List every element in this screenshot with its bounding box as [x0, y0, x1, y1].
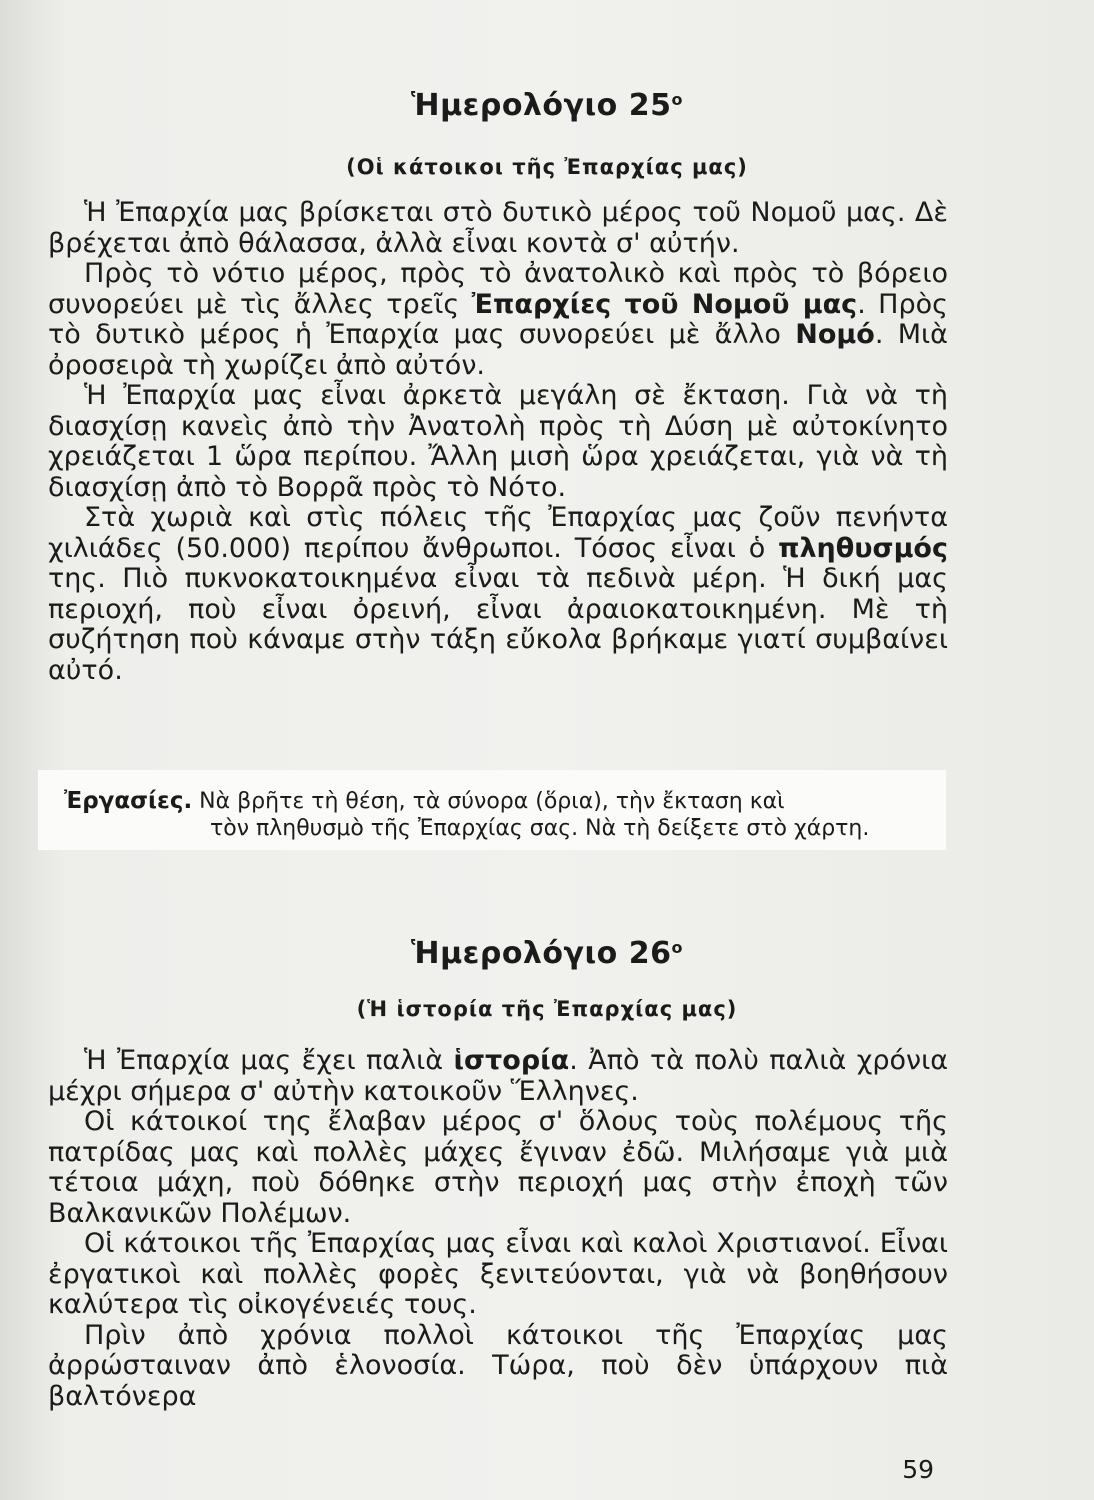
- diary-26-ordinal: ο: [671, 938, 683, 957]
- text-span: της. Πιὸ πυκνοκατοικημένα εἶναι τὰ πεδινὰ μέρη. Ἡ δική μας περιοχή, ποὺ εἶναι ὀρεινή, εἶναι ἀραιοκατοικημένη. Μὲ τὴ συζήτηση ποὺ κάναμε στὴν τάξη εὔκολα βρήκαμε γιατί συμβαίνει αὐτό.: [48, 563, 948, 686]
- diary-25-subtitle: (Οἱ κάτοικοι τῆς Ἐπαρχίας μας): [346, 155, 748, 179]
- tasks-line-2: τὸν πληθυσμὸ τῆς Ἐπαρχίας σας. Νὰ τὴ δείξετε στὸ χάρτη.: [210, 816, 870, 841]
- diary-25-title: [0, 88, 1094, 123]
- diary-26-title: [0, 936, 1094, 971]
- text-span: Ἡ Ἐπαρχία μας ἔχει παλιὰ: [84, 1045, 454, 1076]
- tasks-line-1: [64, 788, 785, 814]
- diary-26-title-text: Ἡμερολόγιο 26: [411, 936, 672, 971]
- diary-26-paragraph-4: Πρὶν ἀπὸ χρόνια πολλοὶ κάτοικοι τῆς Ἐπαρχίας μας ἀρρώσταιναν ἀπὸ ἑλονοσία. Τώρα, ποὺ δὲν ὑπάρχουν πιὰ βαλτόνερα: [48, 1319, 948, 1412]
- diary-26-paragraph-2: Οἱ κάτοικοί της ἔλαβαν μέρος σ' ὅλους τοὺς πολέμους τῆς πατρίδας μας καὶ πολλὲς μάχες ἔγιναν ἐδῶ. Μιλήσαμε γιὰ μιὰ τέτοια μάχη, ποὺ δόθηκε στὴν περιοχή μας στὴν ἐποχὴ τῶν Βαλκανικῶν Πολέμων.: [48, 1106, 948, 1229]
- diary-26-paragraph-3: Οἱ κάτοικοι τῆς Ἐπαρχίας μας εἶναι καὶ καλοὶ Χριστιανοί. Εἶναι ἐργατικοὶ καὶ πολλὲς φορὲς ξενιτεύονται, γιὰ νὰ βοηθήσουν καλύτερα τὶς οἰκογένειές τους.: [48, 1228, 948, 1320]
- tasks-box: [38, 770, 946, 850]
- text-span: Στὰ χωριὰ καὶ στὶς πόλεις τῆς Ἐπαρχίας μας ζοῦν πενήντα χιλιάδες (50.000) περίπου ἄνθρωποι. Τόσος εἶναι ὁ: [48, 502, 948, 564]
- text-span: . Μιὰ ὀροσειρὰ τὴ χωρίζει ἀπὸ αὐτόν.: [48, 319, 948, 381]
- diary-25-paragraph-4: [48, 503, 948, 686]
- diary-25-title-text: Ἡμερολόγιο 25: [411, 88, 672, 123]
- diary-25-ordinal: ο: [671, 90, 683, 109]
- tasks-label: Ἐργασίες.: [64, 788, 193, 814]
- tasks-text-1: Νὰ βρῆτε τὴ θέση, τὰ σύνορα (ὅρια), τὴν ἔκταση καὶ: [192, 789, 785, 814]
- diary-25-paragraph-1: Ἡ Ἐπαρχία μας βρίσκεται στὸ δυτικὸ μέρος τοῦ Νομοῦ μας. Δὲ βρέχεται ἀπὸ θάλασσα, ἀλλὰ εἶναι κοντὰ σ' αὐτήν.: [48, 197, 948, 259]
- bold-term-history: ἱστορία: [453, 1045, 570, 1076]
- text-span: Πρὸς τὸ νότιο μέρος, πρὸς τὸ ἀνατολικὸ καὶ πρὸς τὸ βόρειο συνορεύει μὲ τὶς ἄλλες τρεῖς: [48, 258, 948, 320]
- text-span: . Ἀπὸ τὰ πολὺ παλιὰ χρόνια μέχρι σήμερα σ' αὐτὴν κατοικοῦν Ἕλληνες.: [48, 1045, 948, 1107]
- diary-25-body: [48, 198, 948, 686]
- text-span: . Πρὸς τὸ δυτικὸ μέρος ἡ Ἐπαρχία μας συνορεύει μὲ ἄλλο: [48, 288, 948, 350]
- diary-25-paragraph-3: Ἡ Ἐπαρχία μας εἶναι ἀρκετὰ μεγάλη σὲ ἔκταση. Γιὰ νὰ τὴ διασχίσῃ κανεὶς ἀπὸ τὴν Ἀνατολὴ πρὸς τὴ Δύση μὲ αὐτοκίνητο χρειάζεται 1 ὥρα περίπου. Ἄλλη μισὴ ὥρα χρειάζεται, γιὰ νὰ τὴ διασχίσῃ ἀπὸ τὸ Βορρᾶ πρὸς τὸ Νότο.: [48, 380, 948, 503]
- page-number: 59: [902, 1455, 934, 1484]
- diary-26-body: [48, 1046, 948, 1412]
- diary-26-subtitle: (Ἡ ἱστορία τῆς Ἐπαρχίας μας): [356, 997, 738, 1021]
- diary-26-paragraph-1: [48, 1046, 948, 1107]
- bold-term-prefecture: Νομό: [795, 319, 875, 350]
- diary-25-paragraph-2: [48, 259, 948, 381]
- bold-term-population: πληθυσμός: [778, 532, 948, 564]
- bold-term-prefectures: Ἐπαρχίες τοῦ Νομοῦ μας: [471, 288, 858, 320]
